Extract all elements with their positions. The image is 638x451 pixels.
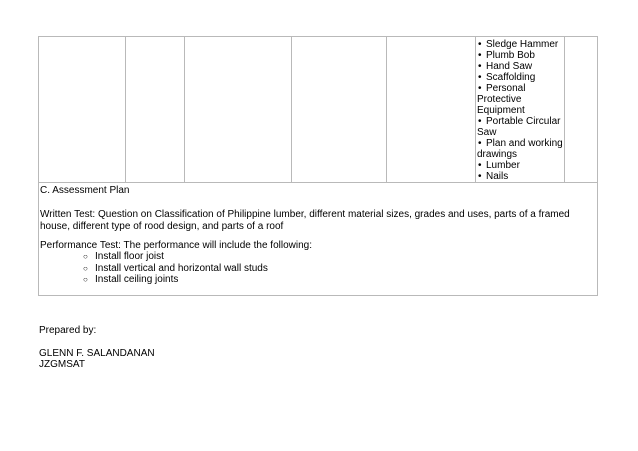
assessment-plan-cell <box>38 182 598 296</box>
list-item: ○ Install ceiling joints <box>83 274 268 286</box>
list-item: ○ Install vertical and horizontal wall studs <box>83 263 268 275</box>
column-divider <box>386 37 387 182</box>
written-test-text: Written Test: Question on Classification of Philippine lumber, different material sizes, grades and uses, parts of a framed house, different type of rood design, and parts of a roof <box>40 209 570 232</box>
list-item-continuation: Protective <box>477 94 522 105</box>
prepared-by-label: Prepared by: <box>39 325 97 336</box>
list-item: • Portable Circular <box>477 116 565 127</box>
performance-test-text: Performance Test: The performance will include the following: <box>40 240 312 251</box>
list-item-continuation: Equipment <box>477 105 525 116</box>
preparer-organization: JZGMSAT <box>39 359 85 370</box>
list-item-continuation: drawings <box>477 149 518 160</box>
section-heading: C. Assessment Plan <box>40 185 130 196</box>
preparer-name: GLENN F. SALANDANAN <box>39 348 155 359</box>
list-item-continuation: Saw <box>477 127 497 138</box>
list-item: • Hand Saw <box>477 61 565 72</box>
list-item: • Lumber <box>477 160 565 171</box>
list-item: • Nails <box>477 171 565 182</box>
materials-list <box>477 39 565 182</box>
list-item: • Scaffolding <box>477 72 565 83</box>
column-divider <box>475 37 476 182</box>
list-item: • Sledge Hammer <box>477 39 565 50</box>
performance-items-list <box>83 251 268 286</box>
list-item: • Plumb Bob <box>477 50 565 61</box>
column-divider <box>125 37 126 182</box>
column-divider <box>184 37 185 182</box>
list-item: ○ Install floor joist <box>83 251 268 263</box>
list-item: • Personal <box>477 83 565 94</box>
list-item: • Plan and working <box>477 138 565 149</box>
column-divider <box>291 37 292 182</box>
